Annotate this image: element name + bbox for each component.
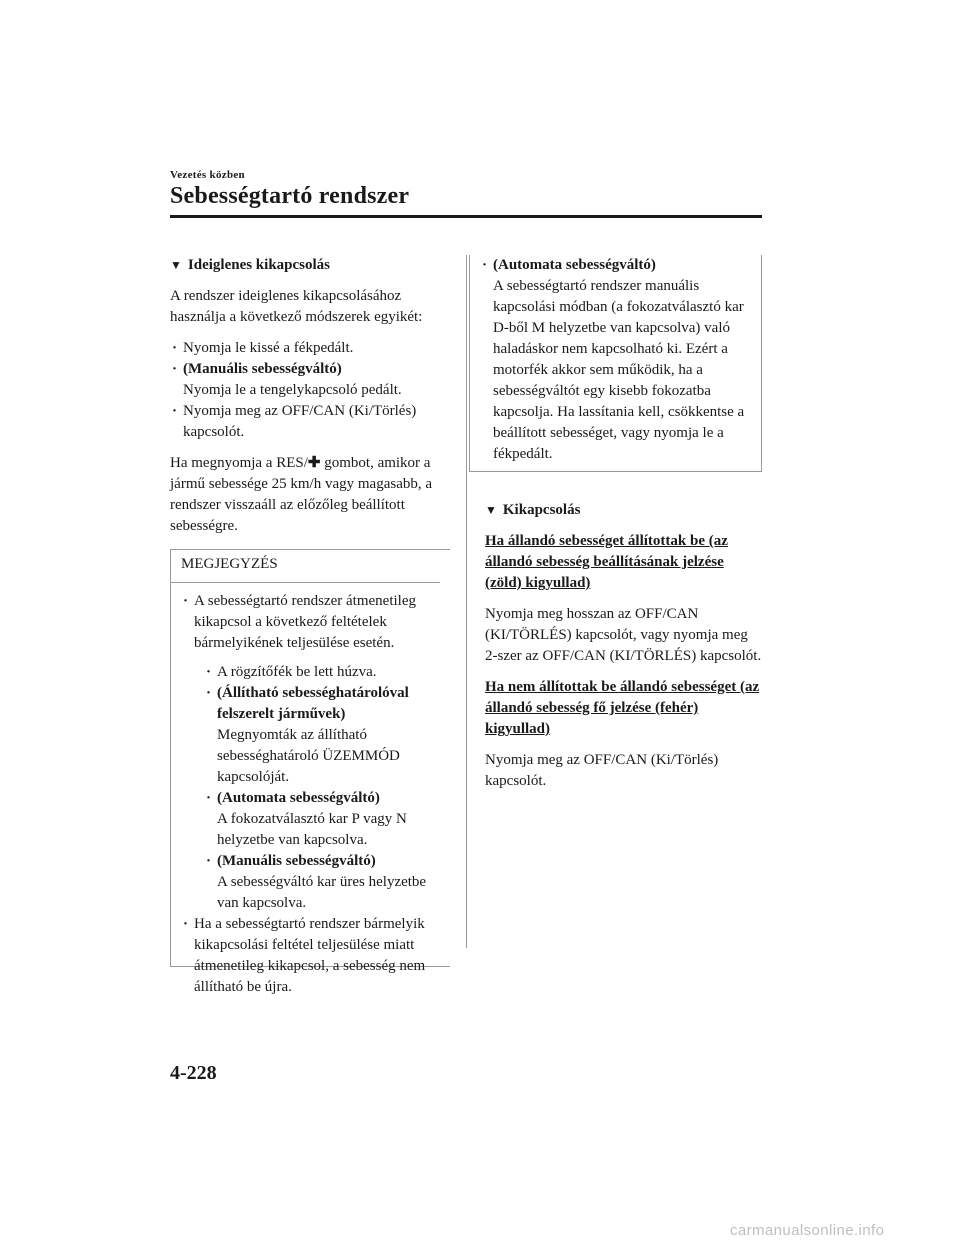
note-list — [480, 255, 751, 465]
note-item-text: Ha a sebességtartó rendszer bármelyik kikapcsolási feltétel teljesülése miatt átmenetileg kikapcsol, a sebesség nem állítható be újra. — [194, 916, 426, 995]
note-title: MEGJEGYZÉS — [171, 554, 440, 583]
condition-list — [204, 662, 440, 914]
condition-text: A rögzítőfék be lett húzva. — [217, 664, 377, 680]
page-number: 4-228 — [170, 1062, 217, 1084]
note-item-text: A sebességtartó rendszer átmenetileg kikapcsol a következő feltételek bármelyikének teljesülése esetén. — [194, 593, 416, 651]
condition-title: · (Automata sebességváltó) — [217, 790, 380, 806]
note-list — [181, 591, 440, 998]
condition-title: · (Manuális sebességváltó) — [217, 853, 376, 869]
list-item — [170, 338, 450, 359]
note-item-title: · (Automata sebességváltó) — [493, 257, 656, 273]
res-paragraph — [170, 453, 450, 537]
watermark: carmanualsonline.info — [730, 1222, 885, 1239]
subheading: Ha nem állítottak be állandó sebességet (az állandó sebesség fő jelzése (fehér) kigyullad) — [485, 679, 760, 737]
heading-text: Kikapcsolás — [502, 502, 581, 518]
heading-switch-off — [485, 500, 762, 521]
list-item-text: Nyomja le kissé a fékpedált. — [183, 340, 354, 356]
list-item — [204, 683, 440, 788]
title-rule — [170, 215, 762, 218]
list-item-text: Nyomja le a tengelykapcsoló pedált. — [183, 382, 402, 398]
method-list — [170, 338, 450, 443]
section-label: Vezetés közben — [170, 169, 245, 181]
note-box-continued — [469, 255, 762, 472]
column-divider — [466, 255, 467, 948]
list-item-title: · (Manuális sebességváltó) — [183, 361, 342, 377]
heading-text: Ideiglenes kikapcsolás — [187, 257, 331, 273]
left-column — [170, 255, 450, 995]
paragraph: Nyomja meg hosszan az OFF/CAN (KI/TÖRLÉS) kapcsolót, vagy nyomja meg 2-szer az OFF/CAN (KI/TÖRLÉS) kapcsolót. — [485, 606, 762, 664]
list-item-text: Nyomja meg az OFF/CAN (Ki/Törlés) kapcsolót. — [183, 403, 417, 440]
right-column — [485, 255, 762, 802]
page-title: Sebességtartó rendszer — [170, 183, 410, 209]
paragraph: Nyomja meg az OFF/CAN (Ki/Törlés) kapcsolót. — [485, 752, 719, 789]
note-box — [170, 549, 450, 995]
plus-icon: ✚ — [307, 455, 321, 471]
res-text-before: Ha megnyomja a RES/ — [170, 455, 308, 471]
list-item — [204, 788, 440, 851]
res-text-after: gombot, amikor a jármű sebessége 25 km/h vagy magasabb, a rendszer visszaáll az előzőleg beállított sebességre. — [170, 455, 433, 534]
condition-title: · (Állítható sebességhatárolóval felszerelt járművek) — [217, 685, 409, 722]
list-item — [204, 851, 440, 914]
list-item — [170, 359, 450, 401]
triangle-down-icon: ▼ — [485, 503, 497, 517]
condition-text: A fokozatválasztó kar P vagy N helyzetbe van kapcsolva. — [217, 811, 407, 848]
condition-text: Megnyomták az állítható sebességhatároló ÜZEMMÓD kapcsolóját. — [217, 727, 400, 785]
subheading: Ha állandó sebességet állítottak be (az állandó sebesség beállításának jelzése (zöld) kigyullad) — [485, 533, 728, 591]
intro-paragraph: A rendszer ideiglenes kikapcsolásához használja a következő módszerek egyikét: — [170, 288, 423, 325]
condition-text: A sebességváltó kar üres helyzetbe van kapcsolva. — [217, 874, 427, 911]
note-item-text: A sebességtartó rendszer manuális kapcsolási módban (a fokozatválasztó kar D-ből M helyzetbe van kapcsolva) való haladáskor nem kapcsolható ki. Ezért a motorfék akkor sem működik, ha a sebességváltót egy kisebb fokozatba kapcsolja. Ha lassítania kell, csökkentse a beállított sebességet, vagy nyomja le a fékpedált. — [493, 278, 745, 462]
list-item — [181, 591, 440, 914]
list-item — [204, 662, 440, 683]
list-item — [170, 401, 450, 443]
list-item — [181, 914, 440, 998]
triangle-down-icon: ▼ — [170, 258, 182, 272]
list-item — [480, 255, 751, 465]
heading-temporary-off — [170, 255, 450, 276]
